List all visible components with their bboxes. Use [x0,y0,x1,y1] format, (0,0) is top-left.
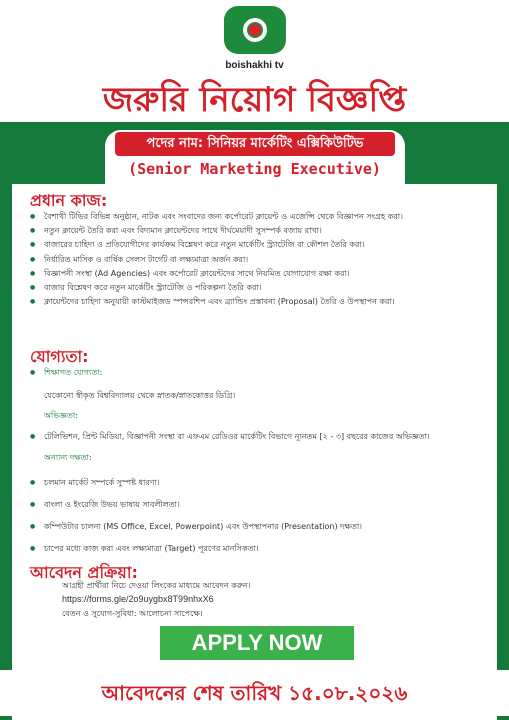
experience-label: অভিজ্ঞতা: [44,411,78,420]
list-item: ● ক্লায়েন্টদের চাহিদা অনুযায়ী কাস্টমাইজড স্পন্সরশিপ এবং ব্র্যান্ডিং প্রস্তাবনা (Proposal) তৈরি ও উপস্থাপন করা। [30,295,500,309]
list-item: ● বিজ্ঞাপনী সংস্থা (Ad Agencies) এবং কর্পোরেট ক্লায়েন্টদের সাথে নিয়মিত যোগাযোগ রক্ষা করা। [30,267,500,281]
salary-note: বেতন ও সুযোগ-সুবিধা: আলোচনা সাপেক্ষে। [62,609,203,618]
education-label: ● শিক্ষাগত যোগ্যতা: [30,366,500,380]
brand-name: boishakhi tv [225,60,284,71]
experience-list [30,430,500,444]
list-item: ● বাজার বিশ্লেষণ করে নতুন মার্কেটিং স্ট্র্যাটেজি ও পরিকল্পনা তৈরি করা। [30,281,500,295]
skills-label: অন্যান্য দক্ষতা: [44,453,92,462]
list-item: ● চাপের মধ্যে কাজ করা এবং লক্ষ্যমাত্রা (Target) পূরণের মানসিকতা। [30,538,500,560]
duties-heading: প্রধান কাজ: [30,191,108,210]
list-item: ● কম্পিউটার চালনা (MS Office, Excel, Powerpoint) এবং উপস্থাপনার (Presentation) দক্ষতা। [30,516,500,538]
headline: জরুরি নিয়োগ বিজ্ঞপ্তি [102,80,407,120]
education-text: যেকোনো স্বীকৃত বিশ্ববিদ্যালয় থেকে স্নাতক/স্নাতকোত্তর ডিগ্রি। [44,391,236,400]
list-item: ● চলমান মার্কেট সম্পর্কে সুস্পষ্ট ধারণা। [30,472,500,494]
apply-now-button[interactable]: APPLY NOW [160,626,354,660]
deadline: আবেদনের শেষ তারিখ ১৫.০৮.২০২৬ [0,670,509,716]
education-list [30,366,500,380]
skills-list [30,472,500,560]
list-item: ● টেলিভিশন, প্রিন্ট মিডিয়া, বিজ্ঞাপনী সংস্থা বা এফএম রেডিওর মার্কেটিং বিভাগে ন্যূনতম [২ - ৩] বছরের কাজের অভিজ্ঞতা। [30,430,500,444]
boishakhi-logo-icon [224,6,286,58]
list-item: ● বৈশাখী টিভির বিভিন্ন অনুষ্ঠান, নাটক এবং সংবাদের জন্য কর্পোরেট ক্লায়েন্ট ও এজেন্সি থেকে বিজ্ঞাপন সংগ্রহ করা। [30,210,500,224]
list-item: ● বাংলা ও ইংরেজি উভয় ভাষায় সাবলীলতা। [30,494,500,516]
list-item: ● বাজারের চাহিদা ও প্রতিযোগীদের কার্যক্রম বিশ্লেষণ করে নতুন মার্কেটিং স্ট্র্যাটেজি বা কৌশল তৈরি করা। [30,238,500,252]
apply-heading: আবেদন প্রক্রিয়া: [30,563,138,582]
position-title-en: (Senior Marketing Executive) [128,160,381,178]
apply-link[interactable]: https://forms.gle/2o9uygbx8T99nhxX6 [62,594,214,604]
list-item: ● নতুন ক্লায়েন্ট তৈরি করা এবং বিদ্যমান ক্লায়েন্টদের সাথে দীর্ঘমেয়াদী সুসম্পর্ক বজায় রাখা। [30,224,500,238]
qualifications-heading: যোগ্যতা: [30,347,89,366]
list-item: ● নির্ধারিত মাসিক ও বার্ষিক সেলস টার্গেট বা লক্ষ্যমাত্রা অর্জন করা। [30,253,500,267]
apply-instruction: আগ্রহী প্রার্থীরা নিচে দেওয়া লিংকের মাধ্যমে আবেদন করুন। [62,581,251,590]
duties-list [30,210,500,309]
position-title-bn: পদের নাম: সিনিয়র মার্কেটিং এক্সিকিউটিভ [115,132,395,156]
